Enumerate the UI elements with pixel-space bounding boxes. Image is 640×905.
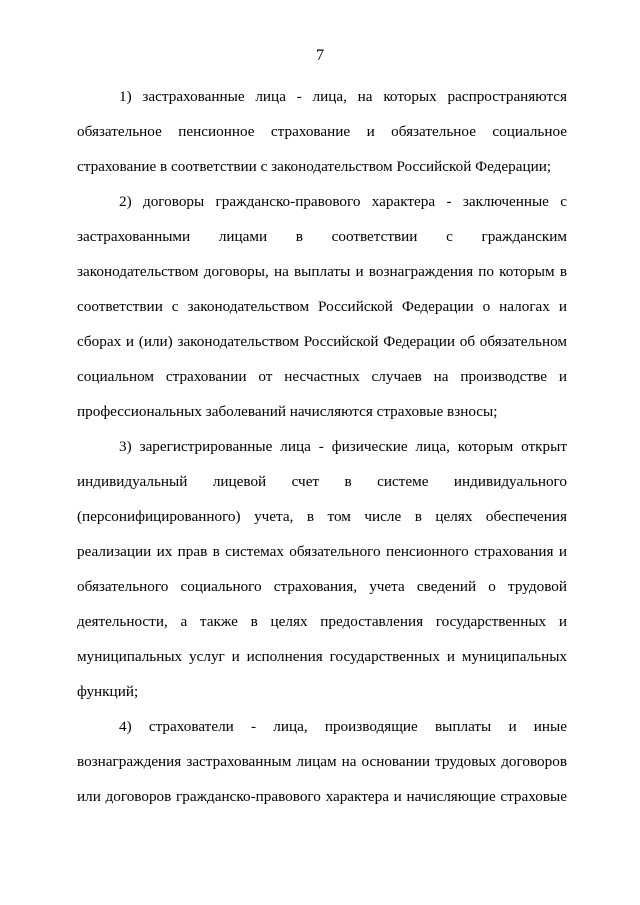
text-line: соответствии с законодательством Российской Федерации о налогах и xyxy=(77,298,567,315)
text-line: деятельности, а также в целях предоставления государственных и xyxy=(77,613,567,630)
text-line: законодательством договоры, на выплаты и вознаграждения по которым в xyxy=(77,263,567,280)
text-line: страхование в соответствии с законодательством Российской Федерации; xyxy=(77,158,552,175)
text-line: 4) страхователи - лица, производящие выплаты и иные xyxy=(119,718,567,735)
text-line: 3) зарегистрированные лица - физические лица, которым открыт xyxy=(119,438,567,455)
text-line: или договоров гражданско-правового характера и начисляющие страховые xyxy=(77,788,567,805)
text-line: сборах и (или) законодательством Российской Федерации об обязательном xyxy=(77,333,567,350)
text-line: индивидуальный лицевой счет в системе индивидуального xyxy=(77,473,567,490)
text-line: муниципальных услуг и исполнения государственных и муниципальных xyxy=(77,648,567,665)
text-line: функций; xyxy=(77,683,139,700)
text-line: обязательное пенсионное страхование и обязательное социальное xyxy=(77,123,567,140)
text-line: (персонифицированного) учета, в том числе в целях обеспечения xyxy=(77,508,567,525)
text-line: профессиональных заболеваний начисляются страховые взносы; xyxy=(77,403,498,420)
text-line: реализации их прав в системах обязательного пенсионного страхования и xyxy=(77,543,567,560)
text-line: 1) застрахованные лица - лица, на которых распространяются xyxy=(119,88,567,105)
text-line: обязательного социального страхования, учета сведений о трудовой xyxy=(77,578,567,595)
page-number: 7 xyxy=(316,47,324,64)
text-line: застрахованными лицами в соответствии с гражданским xyxy=(77,228,567,245)
text-line: социальном страховании от несчастных случаев на производстве и xyxy=(77,368,567,385)
text-line: 2) договоры гражданско-правового характера - заключенные с xyxy=(119,193,567,210)
text-line: вознаграждения застрахованным лицам на основании трудовых договоров xyxy=(77,753,567,770)
